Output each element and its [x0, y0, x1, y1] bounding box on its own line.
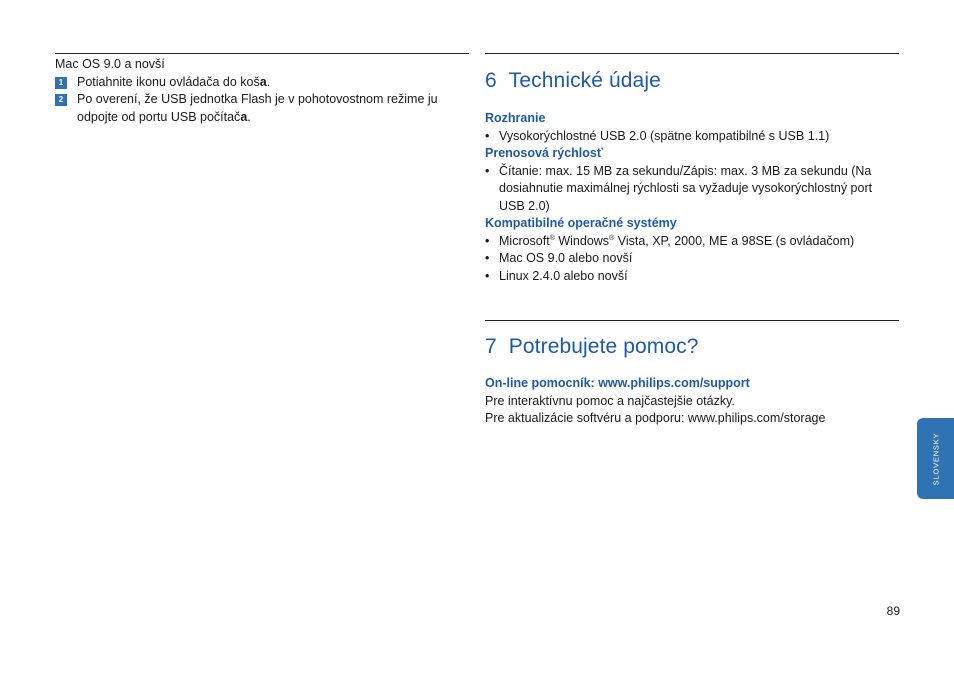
os-item-linux: • Linux 2.4.0 alebo novší	[485, 268, 899, 286]
language-label: SLOVENSKY	[930, 432, 940, 485]
section-number: 6	[485, 69, 497, 92]
step-text-end: .	[266, 74, 271, 89]
step-text-bold: a	[259, 74, 267, 89]
step-text-bold: a	[240, 109, 248, 124]
step-text-end: .	[247, 109, 251, 124]
os-text: Microsoft	[499, 233, 550, 248]
left-column	[55, 56, 469, 126]
section-6	[485, 68, 899, 285]
right-top-rule	[485, 53, 899, 54]
speed-item: • Čítanie: max. 15 MB za sekundu/Zápis: max. 3 MB za sekundu (Na dosiahnutie maximálnej rýchlosti sa vyžaduje vysokorýchlostný port USB 2.0)	[485, 163, 899, 216]
section-7-title	[485, 334, 899, 360]
help-line-updates: Pre aktualizácie softvéru a podporu: www.philips.com/storage	[485, 411, 826, 425]
registered-mark: ®	[609, 234, 615, 242]
os-text: Vista, XP, 2000, ME a 98SE (s ovládačom)	[614, 233, 855, 248]
registered-mark: ®	[549, 234, 555, 242]
os-item-mac: • Mac OS 9.0 alebo novší	[485, 250, 899, 268]
section-title-text: Technické údaje	[508, 69, 661, 92]
section-6-title	[485, 68, 899, 94]
page-number: 89	[886, 604, 900, 618]
language-side-tab	[917, 418, 954, 499]
speed-heading: Prenosová rýchlosť	[485, 146, 603, 160]
os-text: Windows	[554, 233, 610, 248]
interface-item: • Vysokorýchlostné USB 2.0 (spätne kompatibilné s USB 1.1)	[485, 128, 899, 146]
interface-heading: Rozhranie	[485, 111, 546, 125]
left-top-rule	[55, 53, 469, 54]
step-1	[55, 74, 469, 92]
step-text: Po overení, že USB jednotka Flash je v pohotovostnom režime ju odpojte od portu USB počítač	[77, 92, 438, 124]
help-line-interactive: Pre interaktívnu pomoc a najčastejšie otázky.	[485, 393, 735, 408]
step-text: Potiahnite ikonu ovládača do koš	[77, 74, 260, 89]
online-help-heading: On-line pomocník: www.philips.com/support	[485, 376, 750, 390]
os-heading: Kompatibilné operačné systémy	[485, 216, 677, 230]
section-title-text: Potrebujete pomoc?	[508, 335, 699, 358]
section7-rule	[485, 320, 899, 321]
section-7	[485, 334, 899, 428]
section-number: 7	[485, 335, 497, 358]
mac-os-heading: Mac OS 9.0 a novší	[55, 57, 165, 71]
os-item-windows	[485, 233, 899, 251]
step-number-badge: 1	[55, 77, 67, 89]
step-number-badge: 2	[55, 94, 67, 106]
step-2	[55, 91, 469, 126]
